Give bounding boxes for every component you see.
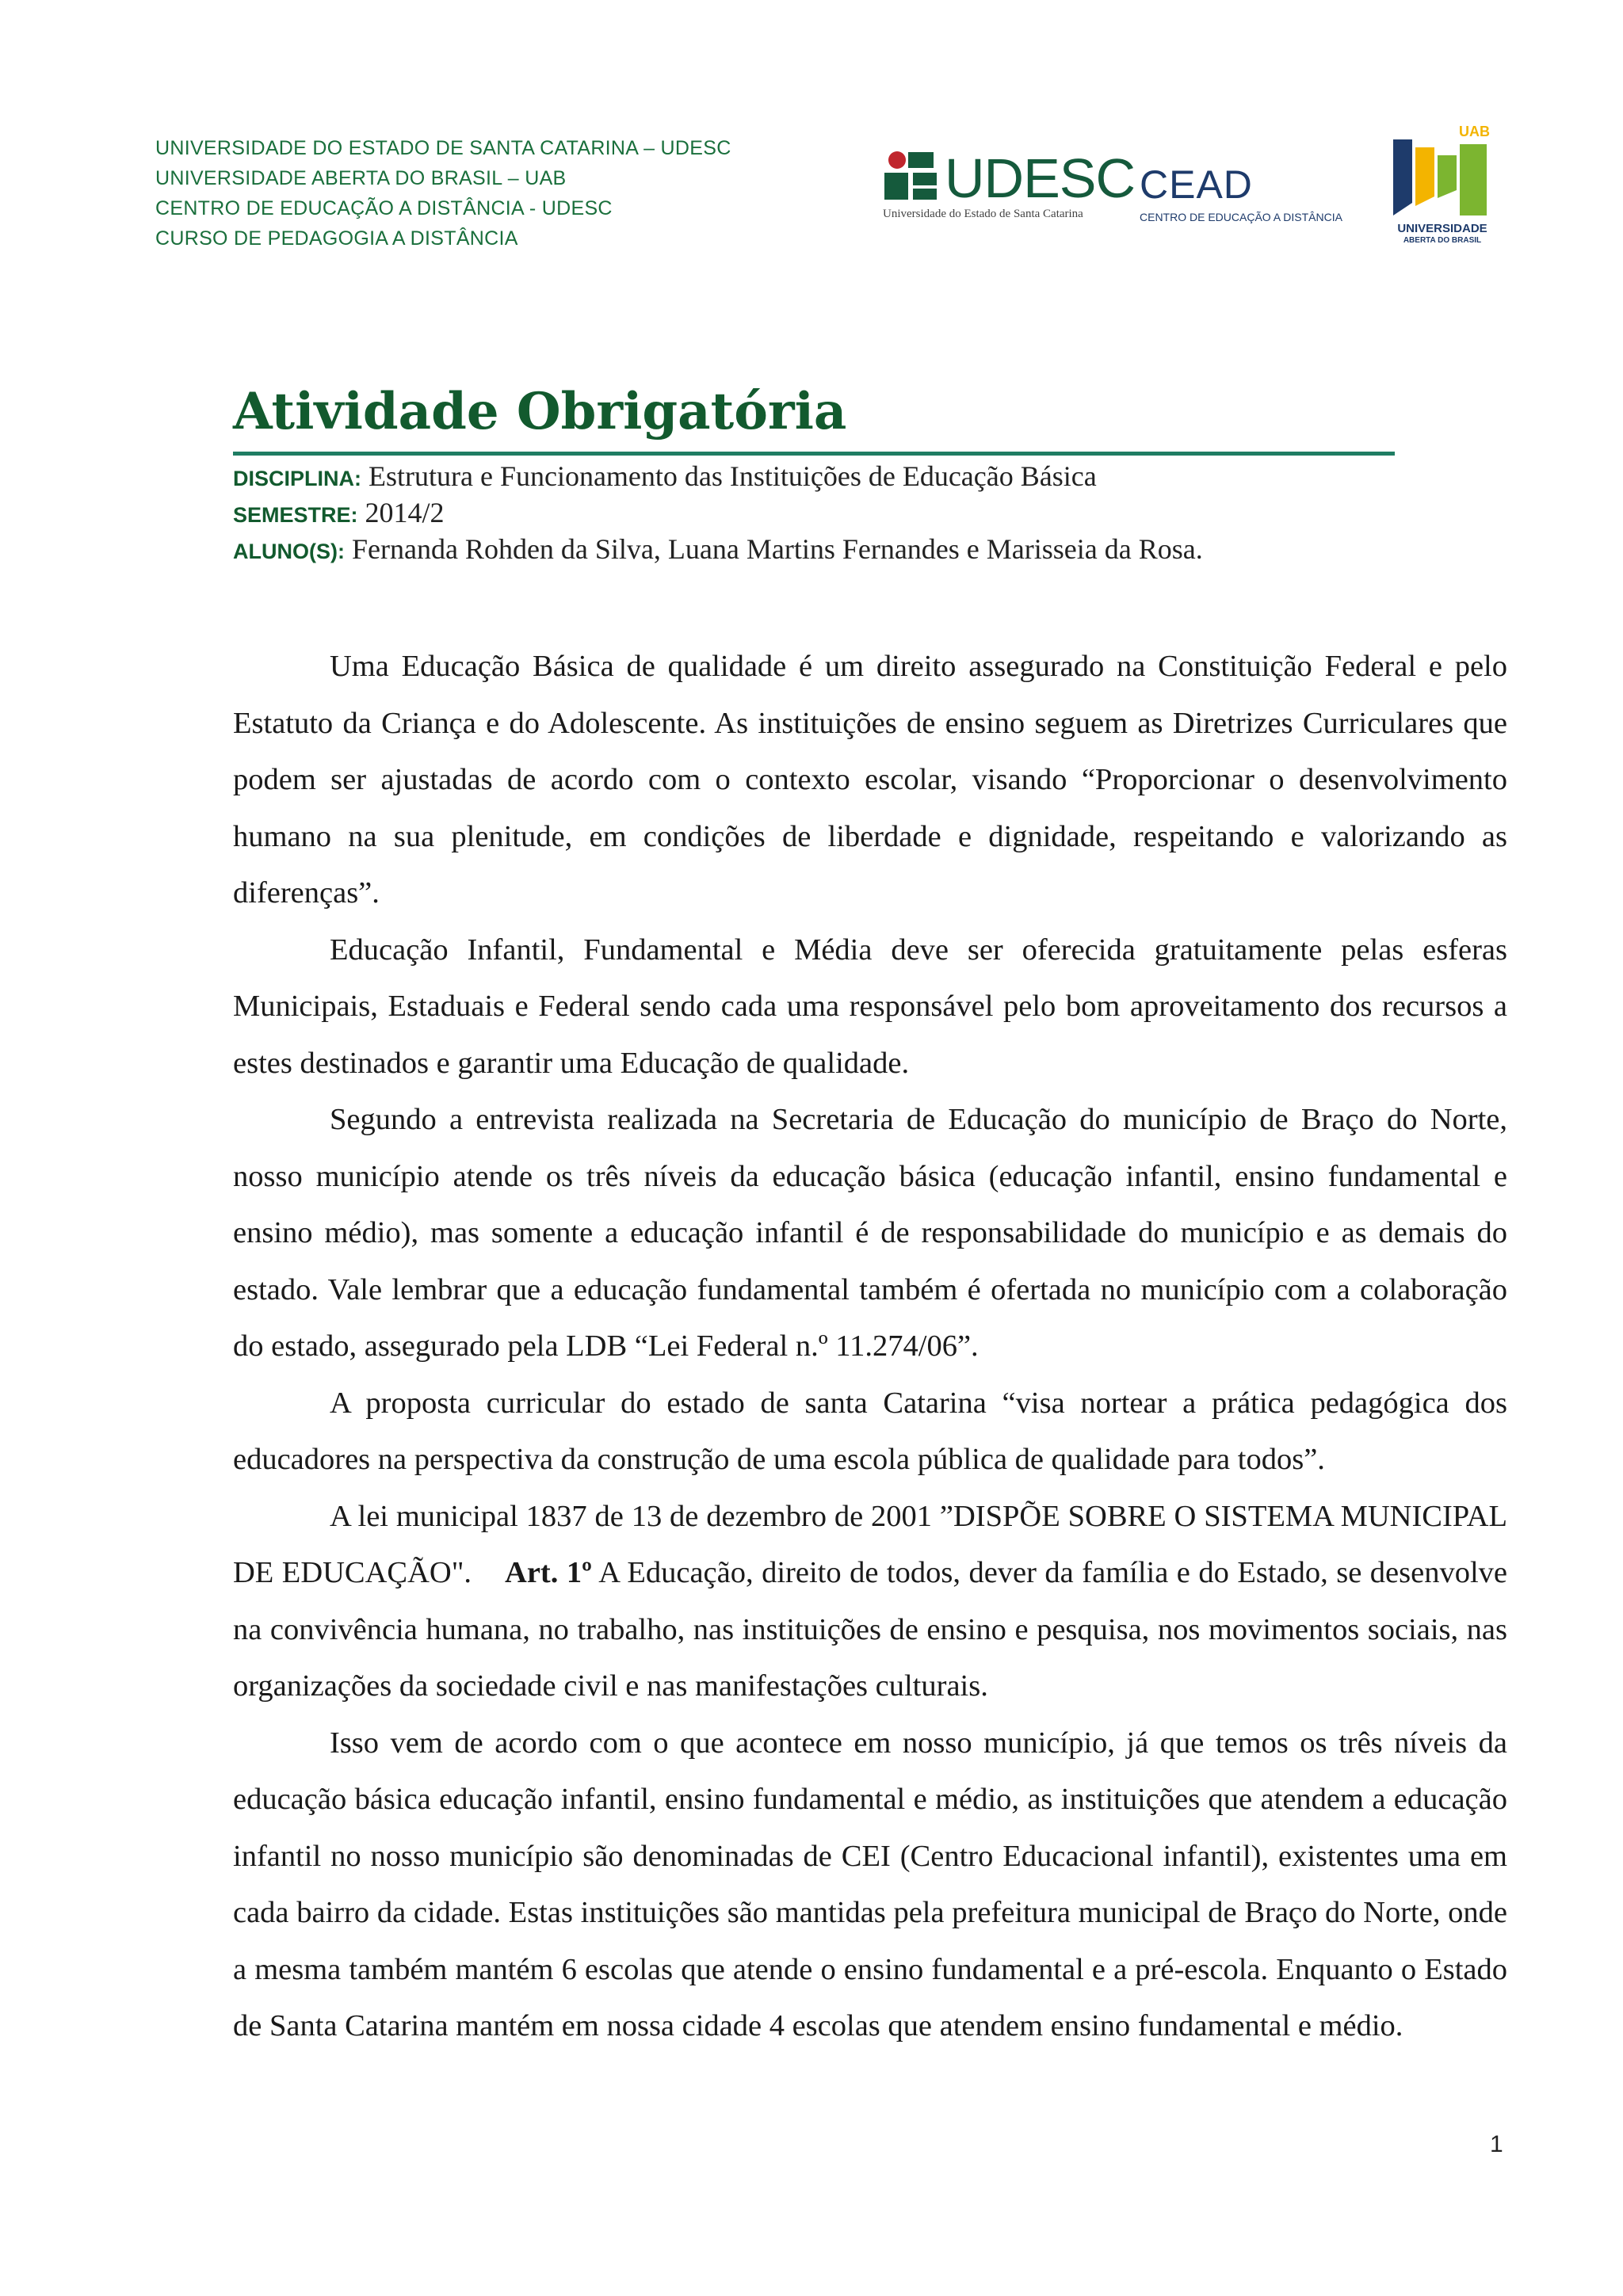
article-label: Art. 1º [505, 1556, 592, 1589]
title-divider [233, 452, 1395, 456]
institution-header [155, 133, 731, 254]
uab-caption-sub: ABERTA DO BRASIL [1403, 236, 1482, 245]
cead-wordmark: CEAD [1140, 162, 1253, 207]
paragraph: Isso vem de acordo com o que acontece em nosso município, já que temos os três níveis da educação básica educação infantil, ensino fundamental e médio, as instituições que atendem a educação infantil no nosso município são denominadas de CEI (Centro Educacional infantil), existentes uma em cada bairro da cidade. Estas instituições são mantidas pela prefeitura municipal de Braço do Norte, onde a mesma também mantém 6 escolas que atende o ensino fundamental e a pré-escola. Enquanto o Estado de Santa Catarina mantém em nossa cidade 4 escolas que atendem ensino fundamental e médio. [233, 1726, 1507, 2042]
udesc-subtitle: Universidade do Estado de Santa Catarina [883, 208, 1083, 220]
paragraph-text: A lei municipal 1837 de 13 de dezembro de 2001 ”DISPÕE SOBRE O SISTEMA MUNICIPAL DE EDUCAÇÃO". [233, 1499, 1507, 1589]
uab-label: UAB [1459, 124, 1490, 139]
header-line: UNIVERSIDADE ABERTA DO BRASIL – UAB [155, 167, 567, 189]
semestre-label: SEMESTRE: [233, 503, 358, 527]
alunos-value: Fernanda Rohden da Silva, Luana Martins Fernandes e Marisseia da Rosa. [351, 533, 1203, 565]
cead-logo [1140, 162, 1377, 228]
semestre-value: 2014/2 [365, 497, 445, 528]
alunos-row [233, 532, 1203, 566]
paragraph: Uma Educação Básica de qualidade é um direito assegurado na Constituição Federal e pelo Estatuto da Criança e do Adolescente. As instituições de ensino seguem as Diretrizes Curriculares que podem ser ajustadas de acordo com o contexto escolar, visando “Proporcionar o desenvolvimento humano na sua plenitude, em condições de liberdade e dignidade, respeitando e valorizando as diferenças”. [233, 650, 1507, 910]
paragraph: A proposta curricular do estado de santa Catarina “visa nortear a prática pedagógica dos educadores na perspectiva da construção de uma escola pública de qualidade para todos”. [233, 1386, 1507, 1476]
disciplina-label: DISCIPLINA: [233, 467, 361, 490]
document-body [233, 639, 1507, 2055]
cead-subtitle: CENTRO DE EDUCAÇÃO A DISTÂNCIA [1140, 211, 1342, 223]
uab-logo [1387, 124, 1498, 246]
page-title: Atividade Obrigatória [233, 382, 847, 441]
udesc-emblem-icon [881, 146, 940, 204]
header-line: CENTRO DE EDUCAÇÃO A DISTÂNCIA - UDESC [155, 197, 613, 219]
header-line: CURSO DE PEDAGOGIA A DISTÂNCIA [155, 227, 518, 250]
paragraph: Segundo a entrevista realizada na Secretaria de Educação do município de Braço do Norte, nosso município atende os três níveis da educação básica (educação infantil, ensino fundamental e ensino médio), mas somente a educação infantil é de responsabilidade do município e as demais do estado. Vale lembrar que a educação fundamental também é ofertada no município com a colaboração do estado, assegurado pela LDB “Lei Federal n.º 11.274/06”. [233, 1103, 1507, 1363]
disciplina-row [233, 460, 1097, 493]
paragraph-text: A Educação, direito de todos, dever da família e do Estado, se desenvolve na convivência humana, no trabalho, nas instituições de ensino e pesquisa, nos movimentos sociais, nas organizações da sociedade civil e nas manifestações culturais. [233, 1556, 1508, 1703]
udesc-wordmark: UDESC [945, 147, 1136, 209]
semestre-row [233, 496, 445, 529]
udesc-logo [881, 146, 1136, 225]
paragraph: Educação Infantil, Fundamental e Média deve ser oferecida gratuitamente pelas esferas Municipais, Estaduais e Federal sendo cada uma responsável pelo bom aproveitamento dos recursos a estes destinados e garantir uma Educação de qualidade. [233, 933, 1507, 1080]
disciplina-value: Estrutura e Funcionamento das Instituições de Educação Básica [369, 460, 1097, 492]
header-line: UNIVERSIDADE DO ESTADO DE SANTA CATARINA – UDESC [155, 137, 731, 159]
paragraph [233, 1489, 1507, 1715]
page-number: 1 [1490, 2131, 1503, 2157]
alunos-label: ALUNO(S): [233, 540, 345, 563]
uab-caption: UNIVERSIDADE [1397, 222, 1487, 235]
